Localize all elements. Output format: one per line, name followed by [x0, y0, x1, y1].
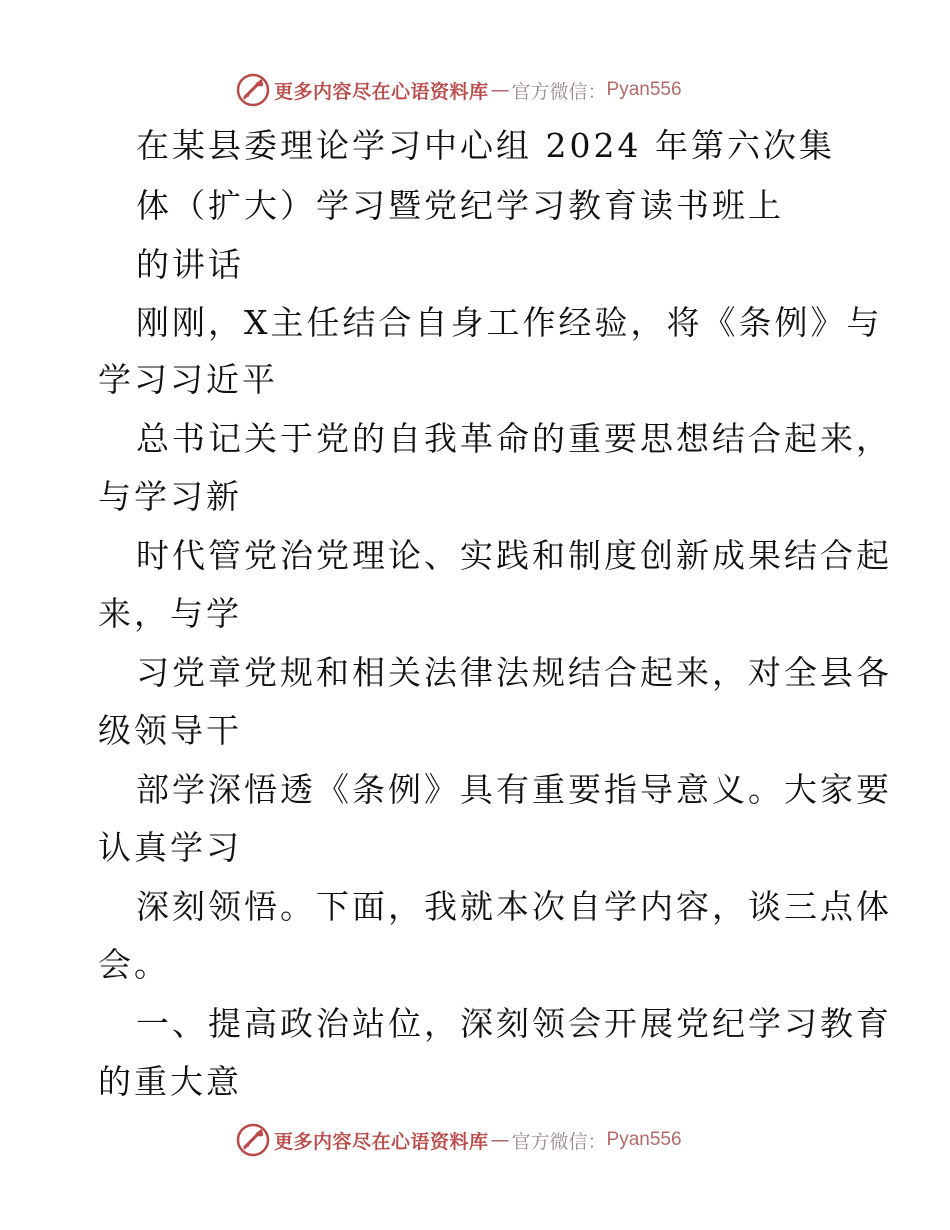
section-heading-line-2: 的重大意 — [98, 1062, 242, 1101]
banner-separator: — — [490, 1129, 510, 1151]
body-line: 总书记关于党的自我革命的重要思想结合起来， — [136, 419, 892, 458]
banner-wechat-label: 官方微信： — [511, 1130, 607, 1153]
footer-banner — [236, 1122, 682, 1158]
banner-separator: — — [490, 79, 510, 101]
body-line: 时代管党治党理论、实践和制度创新成果结合起 — [136, 536, 892, 575]
body-line: 会。 — [98, 945, 170, 984]
quill-pen-logo-icon — [236, 1123, 270, 1157]
body-line: 习党章党规和相关法律法规结合起来，对全县各 — [136, 653, 892, 692]
body-line: 来，与学 — [98, 594, 242, 633]
body-line: 认真学习 — [98, 828, 242, 867]
banner-wechat-id: Pyan556 — [606, 79, 682, 100]
quill-pen-logo-icon — [236, 73, 270, 107]
header-banner — [236, 72, 682, 108]
banner-brand-text: 更多内容尽在心语资料库 — [274, 80, 489, 103]
body-line: 部学深悟透《条例》具有重要指导意义。大家要 — [136, 770, 892, 809]
banner-wechat-label: 官方微信： — [511, 80, 607, 103]
document-title-line-2: 体（扩大）学习暨党纪学习教育读书班上 — [136, 186, 784, 225]
banner-brand-text: 更多内容尽在心语资料库 — [274, 1130, 489, 1153]
body-line: 刚刚，X主任结合自身工作经验，将《条例》与 — [136, 303, 883, 342]
document-title-line-3: 的讲话 — [136, 245, 244, 284]
body-line: 深刻领悟。下面，我就本次自学内容，谈三点体 — [136, 887, 892, 926]
body-line: 与学习新 — [98, 477, 242, 516]
section-heading-line-1: 一、提高政治站位，深刻领会开展党纪学习教育 — [136, 1004, 892, 1043]
banner-wechat-id: Pyan556 — [606, 1129, 682, 1150]
document-title-line-1: 在某县委理论学习中心组 2024 年第六次集 — [136, 126, 835, 165]
body-line: 学习习近平 — [98, 360, 278, 399]
body-line: 级领导干 — [98, 711, 242, 750]
